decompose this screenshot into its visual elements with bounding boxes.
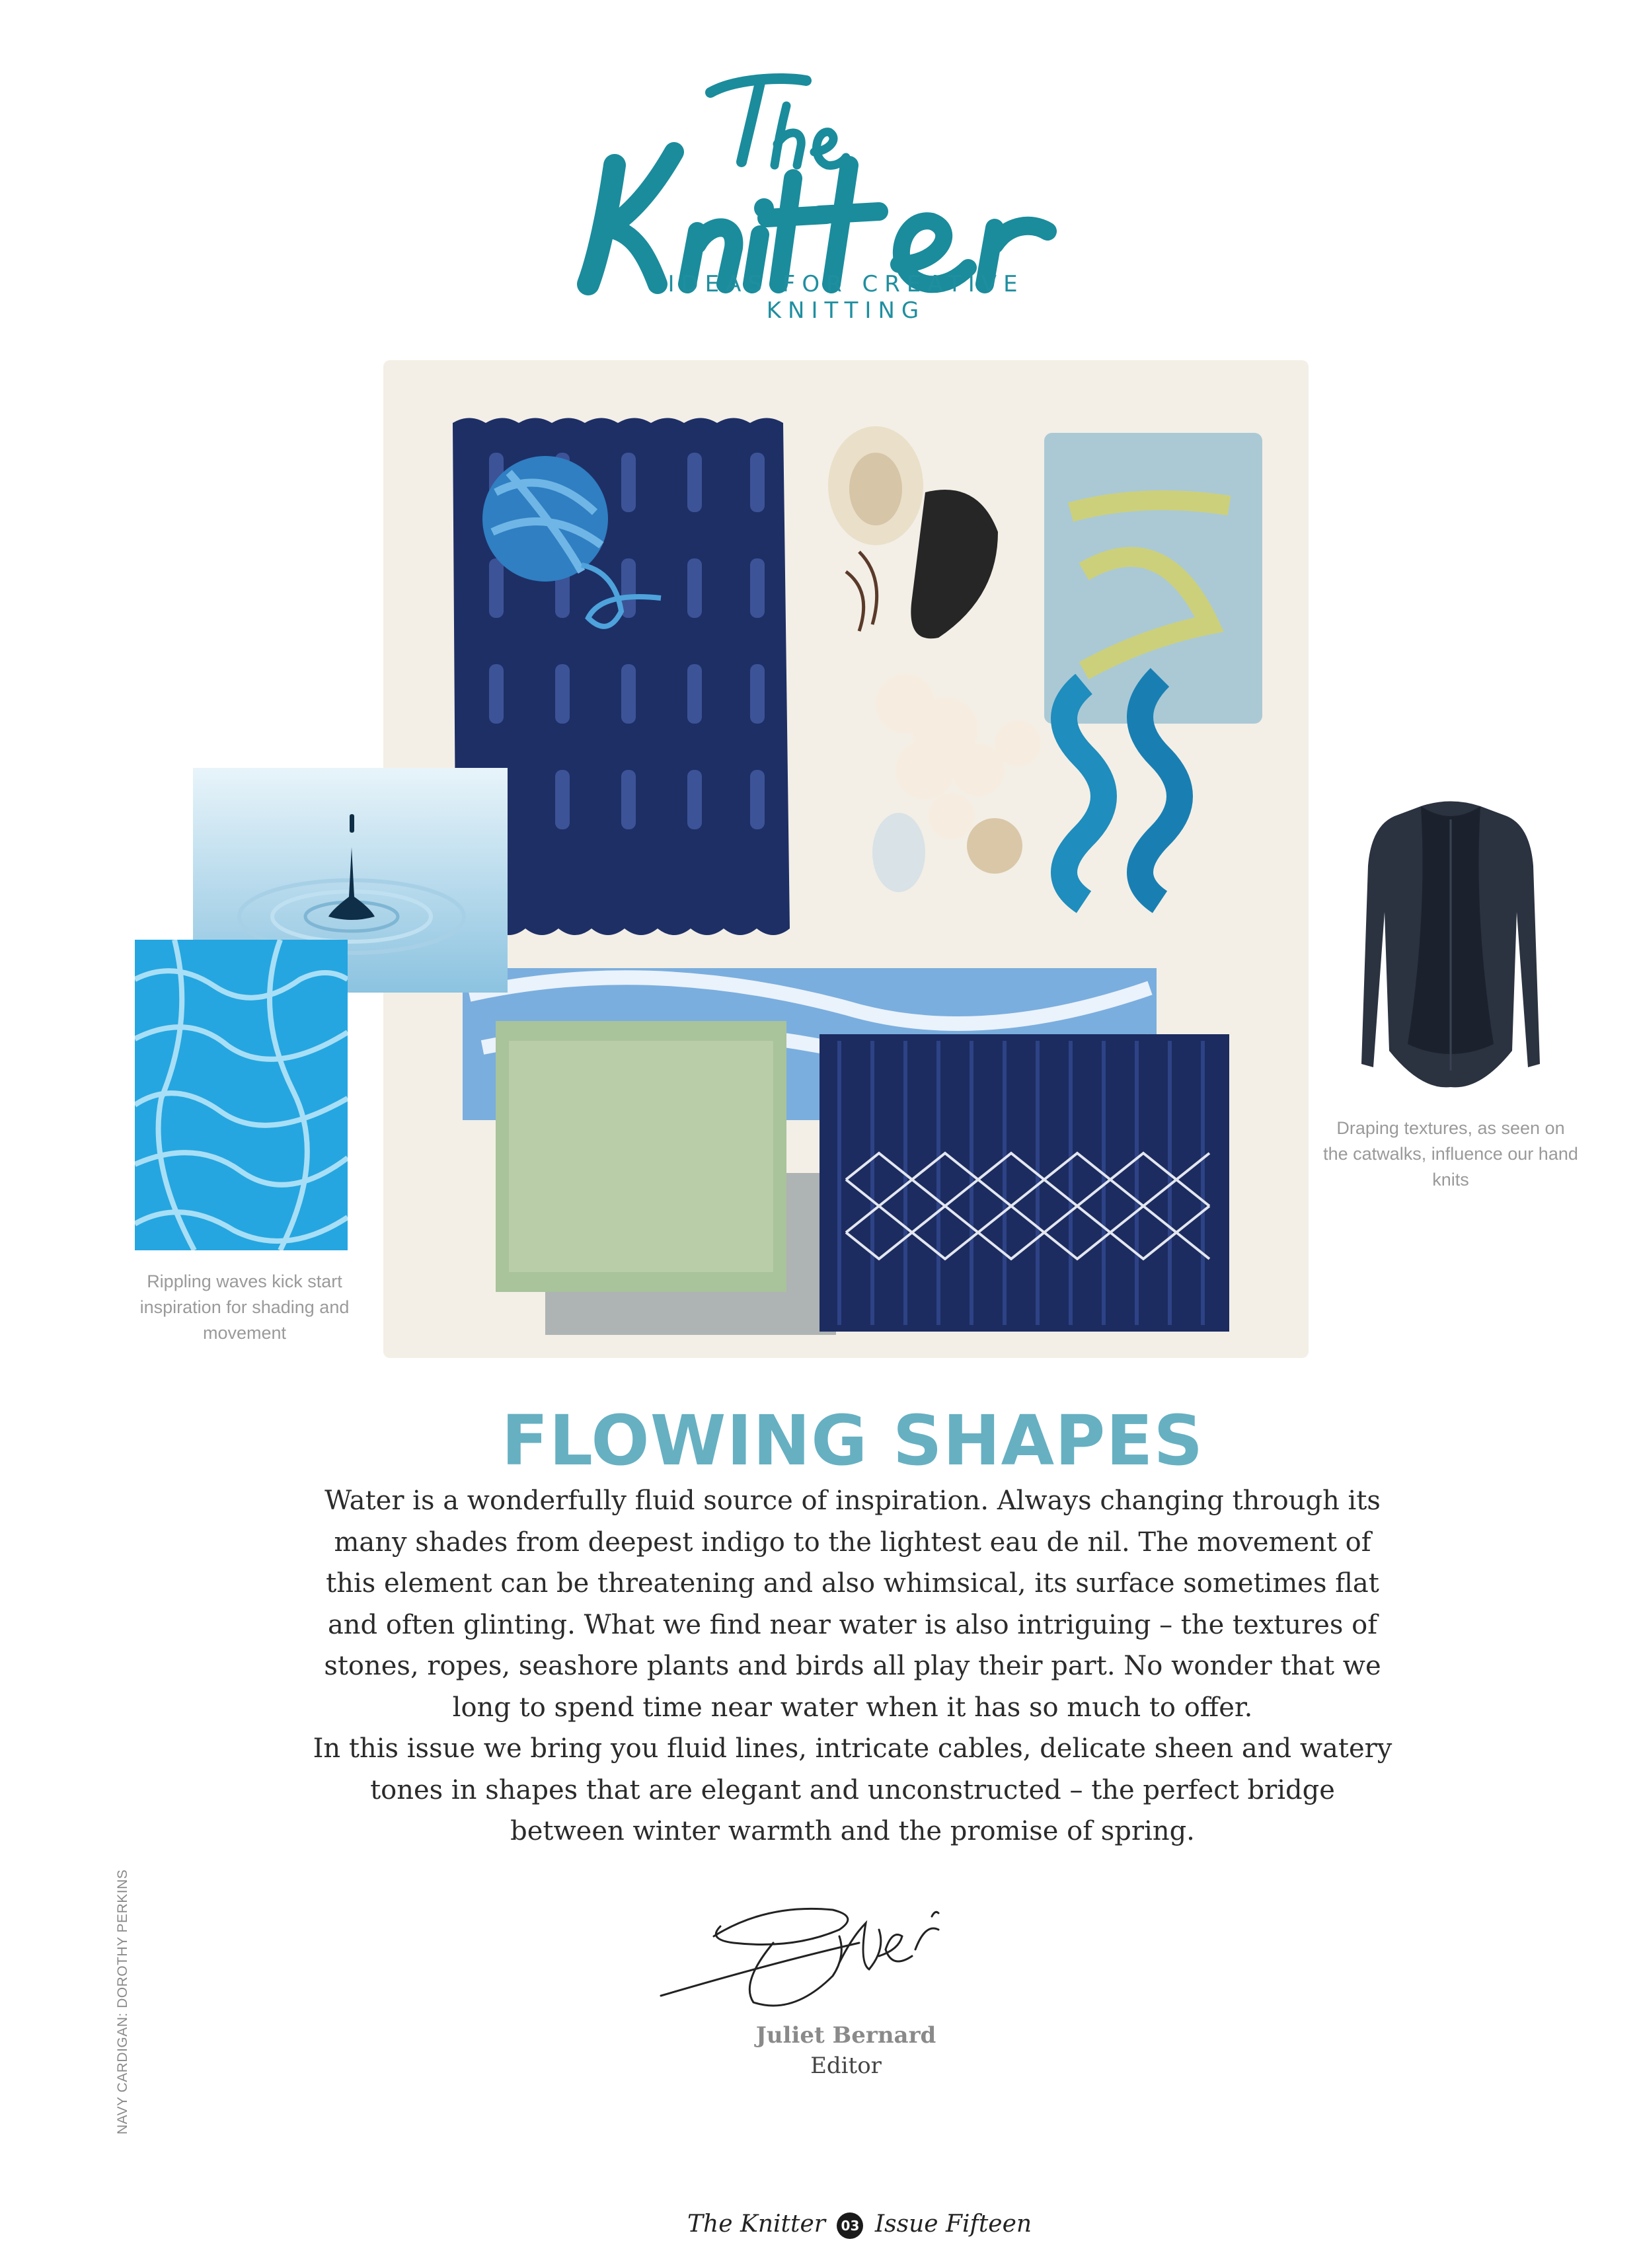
caption-draping-textures: Draping textures, as seen on the catwalks, influence our hand knits [1323,1118,1578,1190]
editor-signature [641,1864,985,2022]
footer-issue: Issue Fifteen [874,2211,1032,2238]
page-footer [687,2211,1031,2239]
photo-credit: NAVY CARDIGAN: DOROTHY PERKINS [115,1869,130,2135]
navy-cardigan-photo [1342,786,1560,1117]
tagline: IDEAS FOR CREATIVE KNITTING [667,271,1024,324]
editor-title: Editor [810,2053,882,2079]
page-number-badge: 03 [837,2212,863,2239]
article-headline: FLOWING SHAPES [501,1400,1204,1481]
editor-name: Juliet Bernard [755,2022,936,2049]
editorial-body [311,1480,1394,1852]
rippling-water-photo [135,940,348,1250]
footer-magazine-name: The Knitter [687,2211,825,2238]
editorial-paragraph-2: In this issue we bring you fluid lines, intricate cables, delicate sheen and watery tones in shapes that are elegant and unconstructed – the perfect bridge between winter warmth and the promise of spring. [313,1733,1392,1846]
caption-rippling-waves: Rippling waves kick start inspiration for shading and movement [139,1271,350,1343]
mood-board-photo [383,360,1309,1358]
editorial-paragraph-1: Water is a wonderfully fluid source of inspiration. Always changing through its many shades from deepest indigo to the lightest eau de nil. The movement of this element can be threatening and also whimsical, its surface sometimes flat and often glinting. What we find near water is also intriguing – the textures of stones, ropes, seashore plants and birds all play their part. No wonder that we long to spend time near water when it has so much to offer. [324,1486,1381,1723]
